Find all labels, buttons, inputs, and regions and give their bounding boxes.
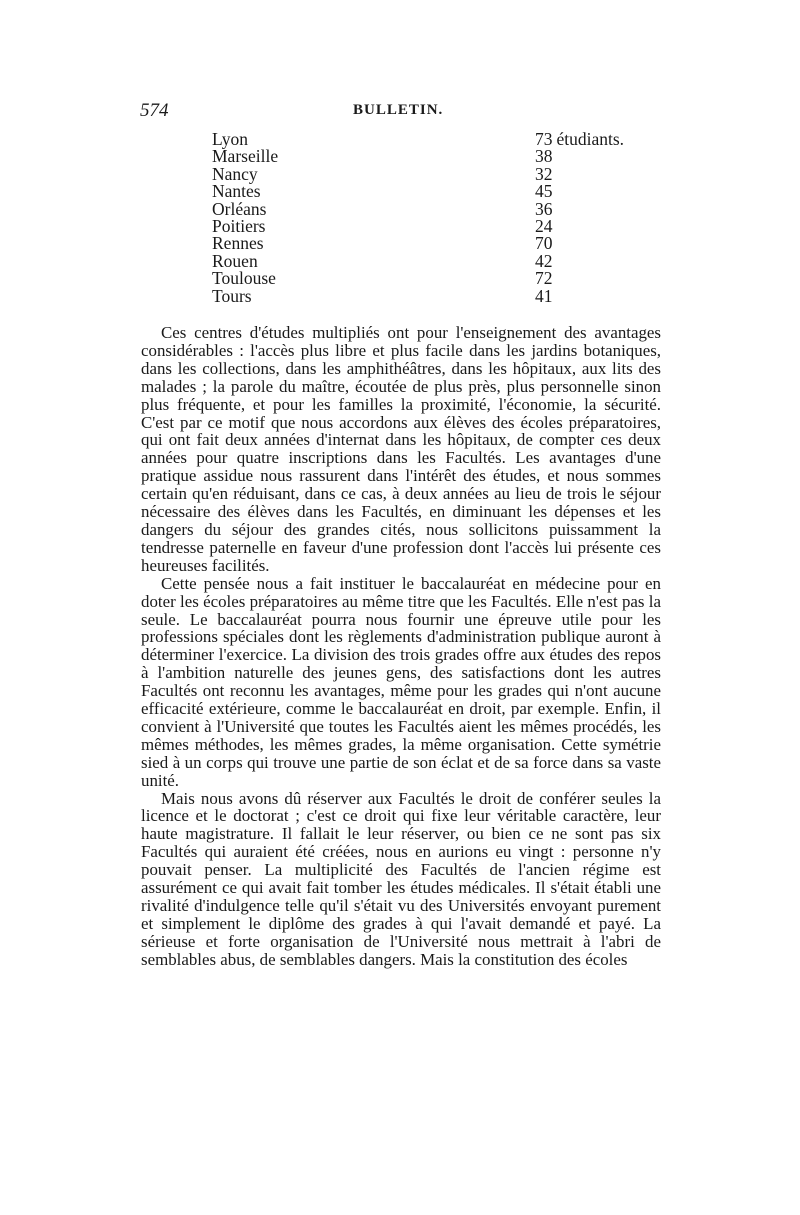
city-name: Lyon	[212, 129, 248, 149]
count-value: 73	[535, 129, 553, 149]
table-row	[212, 235, 652, 252]
city-name: Tours	[212, 285, 252, 306]
city-name: Poitiers	[212, 215, 266, 236]
page-header	[140, 100, 660, 124]
page-number: 574	[140, 100, 169, 121]
table-row	[212, 215, 652, 236]
student-count: 38	[535, 146, 553, 167]
table-row	[212, 270, 652, 287]
student-count: 70	[535, 233, 553, 254]
city-name: Nantes	[212, 181, 261, 202]
student-count: 36	[535, 198, 553, 219]
paragraph: Cette pensée nous a fait instituer le baccalauréat en médecine pour en doter les écoles préparatoires au même titre que les Facultés. Elle n'est pas la seule. Le baccalauréat pourra nous fournir une épreuve utile pour les professions spéciales dont les règlements d'administration publique auront à déterminer l'exercice. La division des trois grades offre aux études des repos à l'ambition naturelle des jeunes gens, des satisfactions dont les autres Facultés ont reconnu les avantages, même pour les grades qui n'ont aucune efficacité extérieure, comme le baccalauréat en droit, par exemple. Enfin, il convient à l'Université que toutes les Facultés aient les mêmes procédés, les mêmes méthodes, les mêmes grades, la même organisation. Cette symétrie sied à un corps qui trouve une partie de son éclat et de sa force dans sa vaste unité.	[141, 573, 661, 790]
table-row	[212, 163, 652, 184]
city-name: Marseille	[212, 146, 279, 167]
student-count: 72	[535, 268, 553, 289]
table-row	[212, 285, 652, 306]
table-row	[212, 198, 652, 219]
student-count: 24	[535, 215, 553, 236]
paragraph: Mais nous avons dû réserver aux Facultés le droit de conférer seules la licence et le doctorat ; c'est ce droit qui fixe leur véritable caractère, leur haute magistrature. Il fallait le leur réserver, ou bien ce ne sont pas six Facultés qui auraient été créées, nous en aurions eu vingt : personne n'y pouvait penser. La multiplicité des Facultés de l'ancien régime est assurément ce qui avait fait tomber les études médicales. Il s'était établi une rivalité d'indulgence telle qu'il s'était vu des Universités envoyant purement et simplement le diplôme des grades à qui l'avait demandé et payé. La sérieuse et forte organisation de l'Université nous mettrait à l'abri de semblables abus, de semblables dangers. Mais la constitution des écoles	[141, 788, 661, 969]
table-row	[212, 250, 652, 271]
count-unit: étudiants.	[556, 129, 625, 149]
city-name: Nancy	[212, 163, 258, 184]
student-count: 32	[535, 163, 553, 184]
table-row	[212, 148, 652, 165]
city-name: Rouen	[212, 250, 258, 271]
enrollment-table	[212, 131, 652, 305]
student-count: 45	[535, 181, 553, 202]
paragraph: Ces centres d'études multipliés ont pour l'enseignement des avantages considérables : l'accès plus libre et plus facile dans les jardins botaniques, dans les collections, dans les amphithéâtres, dans les hôpitaux, aux lits des malades ; la parole du maître, écoutée de plus près, plus personnelle sinon plus fréquente, et pour les familles la proximité, l'économie, la sécurité. C'est par ce motif que nous accordons aux élèves des écoles préparatoires, qui ont fait deux années d'internat dans les hôpitaux, de compter ces deux années pour quatre inscriptions dans les Facultés. Les avantages d'une pratique assidue nous rassurent dans l'intérêt des études, et nous sommes certain qu'en réduisant, dans ce cas, à deux années au lieu de trois le séjour nécessaire des élèves dans les Facultés, en diminuant les dépenses et les dangers du séjour des grandes cités, nous sollicitons puissamment la tendresse paternelle en faveur d'une profession dont l'accès lui présente ces heureuses facilités.	[141, 323, 661, 575]
city-name: Orléans	[212, 198, 267, 219]
running-title: BULLETIN.	[353, 102, 444, 118]
student-count: 41	[535, 285, 553, 306]
table-row	[212, 183, 652, 200]
student-count: 42	[535, 250, 553, 271]
body-text	[141, 324, 661, 969]
city-name: Toulouse	[212, 268, 276, 289]
table-row	[212, 131, 652, 148]
city-name: Rennes	[212, 233, 264, 254]
